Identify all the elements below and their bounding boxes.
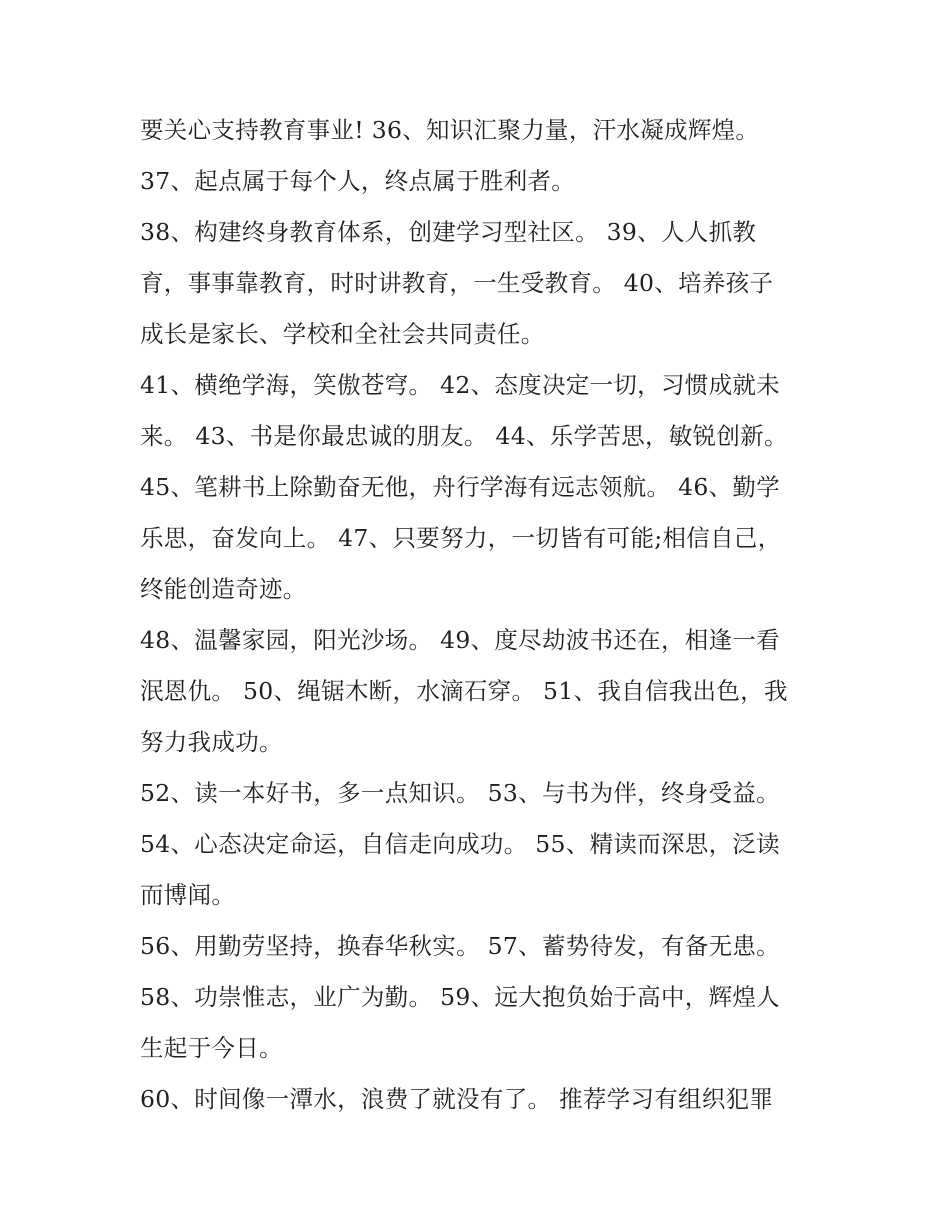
- text-line: 生起于今日。: [140, 1034, 283, 1062]
- text-line: 45、笔耕书上除勤奋无他，舟行学海有远志领航。 46、勤学: [140, 473, 780, 501]
- text-line: 56、用勤劳坚持，换春华秋实。 57、蓄势待发，有备无患。: [140, 932, 780, 960]
- text-line: 58、功崇惟志，业广为勤。 59、远大抱负始于高中，辉煌人: [140, 983, 780, 1011]
- text-line: 乐思，奋发向上。 47、只要努力，一切皆有可能;相信自己，: [140, 524, 782, 552]
- text-line: 泯恩仇。 50、绳锯木断，水滴石穿。 51、我自信我出色，我: [140, 677, 788, 705]
- text-line: 54、心态决定命运，自信走向成功。 55、精读而深思，泛读: [140, 830, 780, 858]
- text-line: 终能创造奇迹。: [140, 575, 307, 603]
- text-line: 60、时间像一潭水，浪费了就没有了。 推荐学习有组织犯罪: [140, 1085, 774, 1113]
- text-line: 41、横绝学海，笑傲苍穹。 42、态度决定一切，习惯成就未: [140, 371, 780, 399]
- text-line: 来。 43、书是你最忠诚的朋友。 44、乐学苦思，敏锐创新。: [140, 422, 788, 450]
- text-line: 要关心支持教育事业! 36、知识汇聚力量，汗水凝成辉煌。: [140, 116, 760, 144]
- text-line: 育，事事靠教育，时时讲教育，一生受教育。 40、培养孩子: [140, 269, 774, 297]
- text-line: 成长是家长、学校和全社会共同责任。: [140, 320, 545, 348]
- text-line: 努力我成功。: [140, 728, 283, 756]
- text-line: 38、构建终身教育体系，创建学习型社区。 39、人人抓教: [140, 218, 757, 246]
- text-body: [140, 105, 820, 1125]
- text-line: 48、温馨家园，阳光沙场。 49、度尽劫波书还在，相逢一看: [140, 626, 780, 654]
- text-line: 52、读一本好书，多一点知识。 53、与书为伴，终身受益。: [140, 779, 780, 807]
- text-line: 而博闻。: [140, 881, 236, 909]
- text-line: 37、起点属于每个人，终点属于胜利者。: [140, 167, 576, 195]
